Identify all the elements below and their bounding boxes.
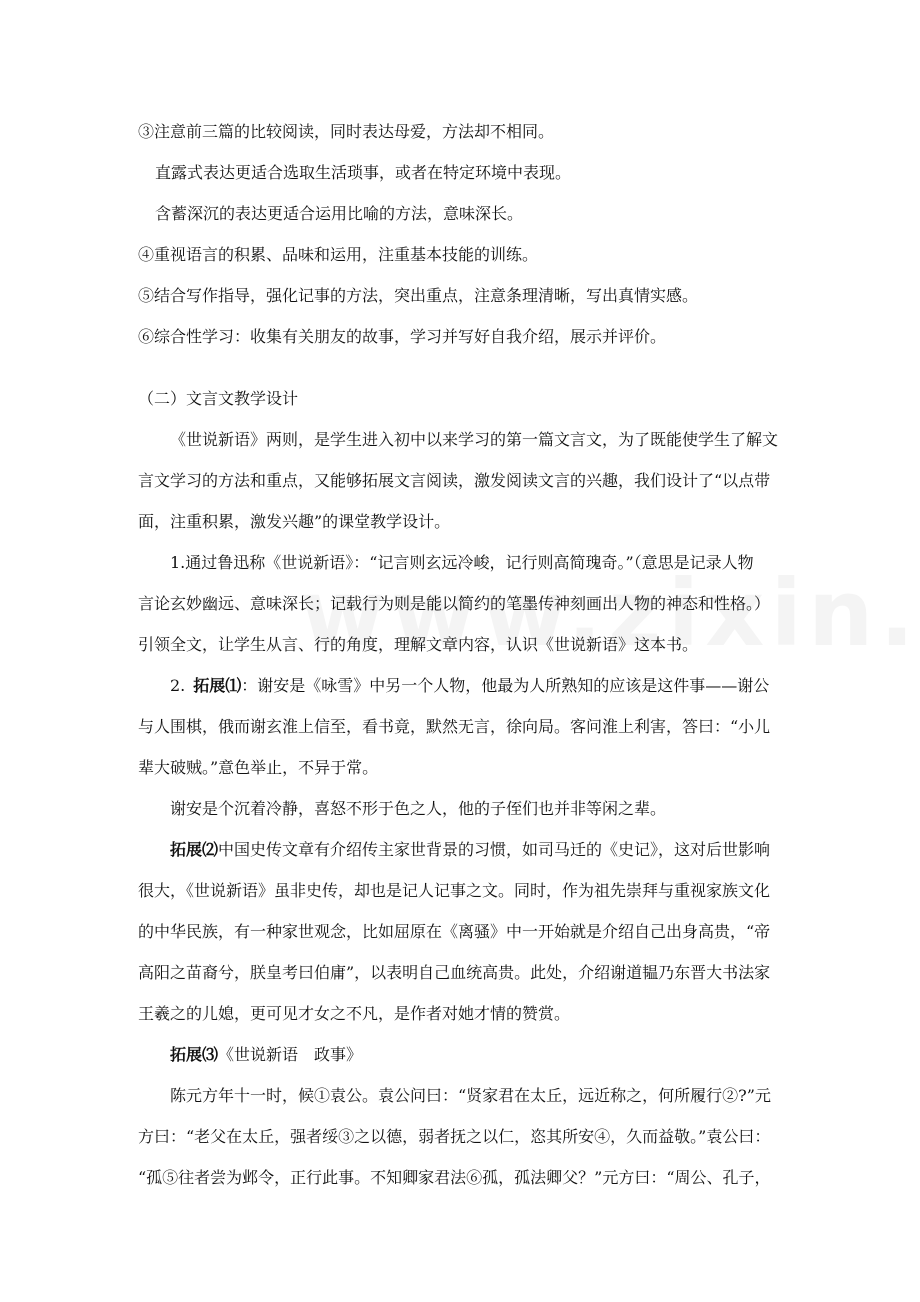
paragraph-extension-3 bbox=[138, 1034, 788, 1075]
text-line: “孤⑤往者尝为邺令，正行此事。不知卿家君法⑥孤，孤法卿父？”元方曰：“周公、孔子， bbox=[138, 1168, 771, 1187]
paragraph-extension-1 bbox=[138, 665, 788, 788]
list-item-4 bbox=[138, 234, 788, 275]
list-item-3 bbox=[138, 111, 788, 152]
text-line: ⑤结合写作指导，强化记事的方法，突出重点，注意条理清晰，写出真情实感。 bbox=[138, 286, 699, 305]
heading-text: （二）文言文教学设计 bbox=[138, 389, 299, 408]
text-line: 高阳之苗裔兮，朕皇考曰伯庸”，以表明自己血统高贵。此处，介绍谢道韫乃东晋大书法家 bbox=[138, 963, 771, 982]
paragraph-item-1 bbox=[138, 542, 788, 665]
extension-label: 拓展⑵ bbox=[170, 840, 219, 859]
paragraph-chen-yuanfang bbox=[138, 1075, 788, 1198]
text-line: 陈元方年十一时，候①袁公。袁公问曰：“贤家君在太丘，远近称之，何所履行②?”元 bbox=[170, 1086, 771, 1105]
section-heading bbox=[138, 378, 788, 419]
text-line: 的中华民族，有一种家世观念，比如屈原在《离骚》中一开始就是介绍自己出身高贵，“帝 bbox=[138, 922, 771, 941]
text-line: ⑥综合性学习：收集有关朋友的故事，学习并写好自我介绍，展示并评价。 bbox=[138, 327, 667, 346]
text-line: 与人围棋，俄而谢玄淮上信至，看书竟，默然无言，徐向局。客问淮上利害，答曰：“小儿 bbox=[138, 717, 771, 736]
text-line: 言文学习的方法和重点，又能够拓展文言阅读，激发阅读文言的兴趣，我们设计了“以点带 bbox=[138, 471, 771, 490]
text-line: 直露式表达更适合选取生活琐事，或者在特定环境中表现。 bbox=[155, 163, 572, 182]
text-line: 含蓄深沉的表达更适合运用比喻的方法，意味深长。 bbox=[155, 204, 524, 223]
text-line: 1.通过鲁迅称《世说新语》：“记言则玄远冷峻，记行则高简瑰奇。”（意思是记录人物 bbox=[170, 553, 754, 572]
paragraph-extension-2 bbox=[138, 829, 788, 1034]
extension-label: 拓展⑶ bbox=[170, 1045, 219, 1064]
text-span: 中国史传文章有介绍传主家世背景的习惯，如司马迁的《史记》，这对后世影响 bbox=[218, 840, 771, 859]
text-line: 方曰：“老父在太丘，强者绥③之以德，弱者抚之以仁，恣其所安④，久而益敬。”袁公曰： bbox=[138, 1127, 771, 1146]
text-line: 引领全文，让学生从言、行的角度，理解文章内容，认识《世说新语》这本书。 bbox=[138, 635, 699, 654]
extension-label: 拓展⑴ bbox=[193, 676, 242, 695]
text-line bbox=[138, 665, 788, 706]
paragraph-implicit-expression bbox=[155, 193, 805, 234]
text-line bbox=[138, 829, 788, 870]
text-line: 《世说新语》两则，是学生进入初中以来学习的第一篇文言文，为了既能使学生了解文 bbox=[170, 430, 779, 449]
item-number: 2. bbox=[170, 676, 186, 695]
text-span: 《世说新语 政事》 bbox=[218, 1045, 363, 1064]
paragraph-direct-expression bbox=[155, 152, 805, 193]
list-item-5 bbox=[138, 275, 788, 316]
text-span: ：谢安是《咏雪》中另一个人物，他最为人所熟知的应该是这件事——谢公 bbox=[241, 676, 770, 695]
text-line bbox=[138, 1034, 788, 1075]
text-line: ③注意前三篇的比较阅读，同时表达母爱，方法却不相同。 bbox=[138, 122, 555, 141]
text-line: ④重视语言的积累、品味和运用，注重基本技能的训练。 bbox=[138, 245, 539, 264]
text-line: 王羲之的儿媳，更可见才女之不凡，是作者对她才情的赞赏。 bbox=[138, 1004, 571, 1023]
list-item-6 bbox=[138, 316, 788, 357]
text-line: 言论玄妙幽远、意味深长；记载行为则是能以简约的笔墨传神刻画出人物的神态和性格。） bbox=[138, 594, 771, 613]
text-line: 辈大破贼。”意色举止，不异于常。 bbox=[138, 758, 379, 777]
text-line: 很大，《世说新语》虽非史传，却也是记人记事之文。同时，作为祖先崇拜与重视家族文化 bbox=[138, 881, 771, 900]
paragraph-xie-an bbox=[138, 788, 788, 829]
paragraph-intro bbox=[138, 419, 788, 542]
text-line: 谢安是个沉着冷静，喜怒不形于色之人，他的子侄们也并非等闲之辈。 bbox=[170, 799, 667, 818]
text-line: 面，注重积累，激发兴趣”的课堂教学设计。 bbox=[138, 512, 451, 531]
